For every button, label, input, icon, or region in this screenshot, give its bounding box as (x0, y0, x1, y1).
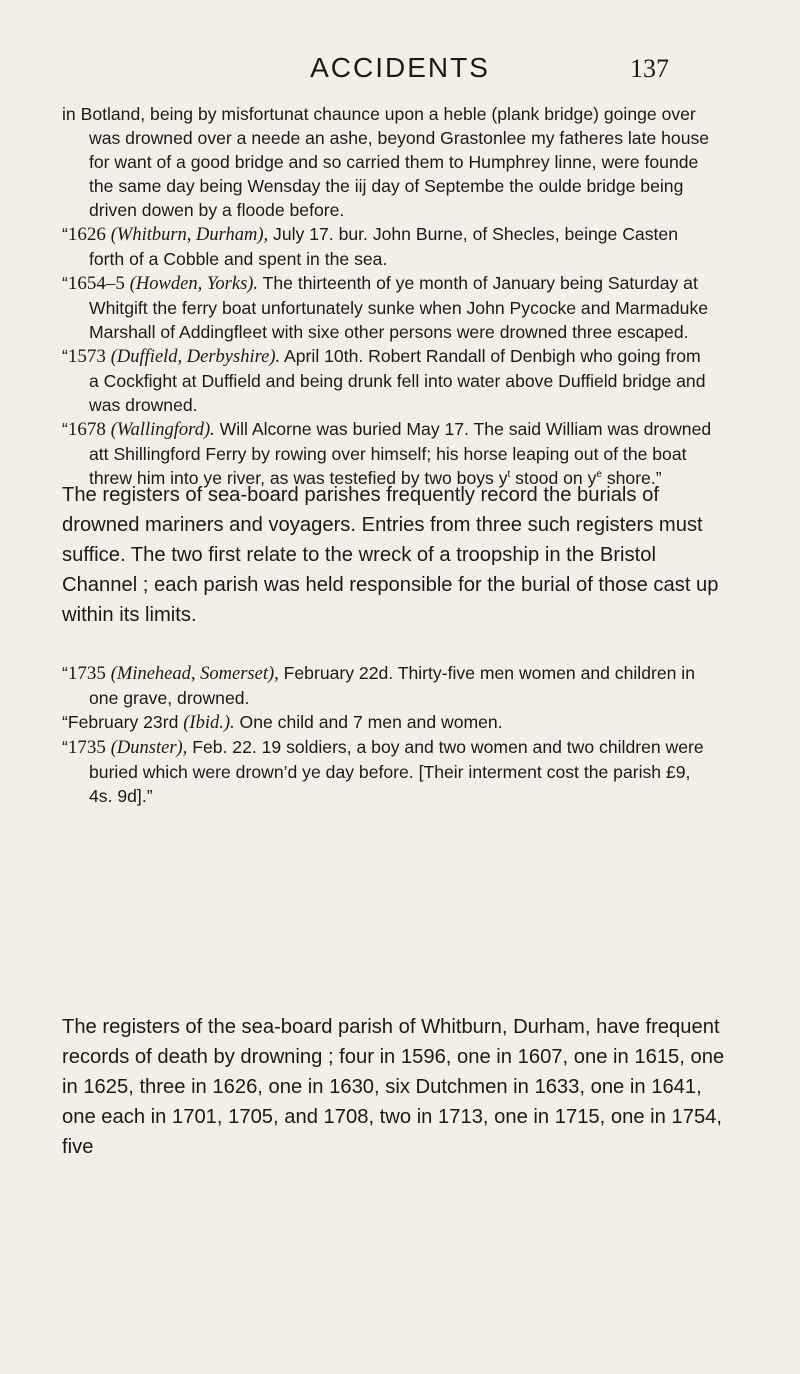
quoted-register-entries-1 (62, 102, 712, 490)
page-header (0, 52, 800, 92)
entry-lead: “February 23rd (62, 712, 184, 732)
entry-text: February 22d. Thirty-five men women and children in one grave, drowned. (89, 663, 696, 708)
entry-text-c: shore.” (601, 468, 662, 488)
open-quote: “ (62, 224, 68, 244)
entry-1735-dunster (62, 735, 712, 808)
entry-february-ibid (62, 710, 712, 735)
entry-1735-minehead (62, 661, 712, 710)
entry-year: 1654–5 (67, 273, 125, 294)
entry-1626 (62, 222, 712, 271)
entry-place: (Ibid.). (183, 713, 235, 733)
entry-place: (Duffield, Derbyshire). (110, 347, 281, 367)
quoted-register-entries-2 (62, 661, 712, 808)
entry-text: Feb. 22. 19 soldiers, a boy and two women and two children were buried which were drown’d ye day before. [Their interment cost the parish £9, 4s. 9d].” (89, 737, 704, 806)
entry-text: One child and 7 men and women. (234, 712, 503, 732)
entry-place: (Dunster), (110, 738, 188, 758)
entry-place: (Wallingford). (110, 420, 215, 440)
entry-year: 1573 (67, 346, 106, 367)
paragraph-sea-board-registers: The registers of sea-board parishes frequently record the burials of drowned mariners and voyagers. Entries from three such registers must suffice. The two first relate to the wreck of a troopship in the Bristol Channel ; each parish was held responsible for the burial of those cast up within its limits. (62, 484, 719, 626)
entry-text: April 10th. Robert Randall of Denbigh who going from a Cockfight at Duffield and being drunk fell into water above Duffield bridge and was drowned. (89, 346, 706, 415)
entry-year: 1626 (67, 224, 106, 245)
open-quote: “ (62, 663, 68, 683)
entry-botland: in Botland, being by misfortunat chaunce upon a heble (plank bridge) goinge over was drowned over a neede an ashe, beyond Grastonlee my fatheres late house for want of a good bridge and so carried them to Humphrey linne, were founde the same day being Wensday the iij day of Septembe the oulde bridge being driven dowen by a floode before. (62, 104, 710, 220)
open-quote: “ (62, 419, 68, 439)
entry-year: 1735 (67, 737, 106, 758)
entry-text: July 17. bur. John Burne, of Shecles, beinge Casten forth of a Cobble and spent in the sea. (89, 224, 678, 269)
entry-1654 (62, 271, 712, 344)
superscript-e: e (596, 469, 602, 481)
running-title: ACCIDENTS (310, 52, 490, 83)
open-quote: “ (62, 737, 68, 757)
paragraph-whitburn: The registers of the sea-board parish of Whitburn, Durham, have frequent records of death by drowning ; four in 1596, one in 1607, one in 1615, one in 1625, three in 1626, one in 1630, six Dutchmen in 1633, one in 1641, one each in 1701, 1705, and 1708, two in 1713, one in 1715, one in 1754, five (62, 1016, 725, 1158)
entry-place: (Howden, Yorks). (129, 274, 259, 294)
entry-year: 1678 (67, 419, 106, 440)
entry-text-b: stood on y (510, 468, 597, 488)
entry-text: The thirteenth of ye month of January being Saturday at Whitgift the ferry boat unfortunately sunke when John Pycocke and Marmaduke Marshall of Addingfleet with sixe other persons were drowned three escaped. (89, 273, 709, 342)
entry-place: (Minehead, Somerset), (110, 664, 279, 684)
entry-1573 (62, 344, 712, 417)
entry-year: 1735 (67, 663, 106, 684)
open-quote: “ (62, 346, 68, 366)
open-quote: “ (62, 273, 68, 293)
superscript-t: t (507, 469, 511, 481)
page-number: 137 (630, 54, 669, 83)
entry-text-a: Will Alcorne was buried May 17. The said William was drowned att Shillingford Ferry by rowing over himself; his horse leaping out of the boat threw him into ye river, as was testefied by two boys y (89, 419, 712, 488)
entry-place: (Whitburn, Durham), (110, 225, 269, 245)
